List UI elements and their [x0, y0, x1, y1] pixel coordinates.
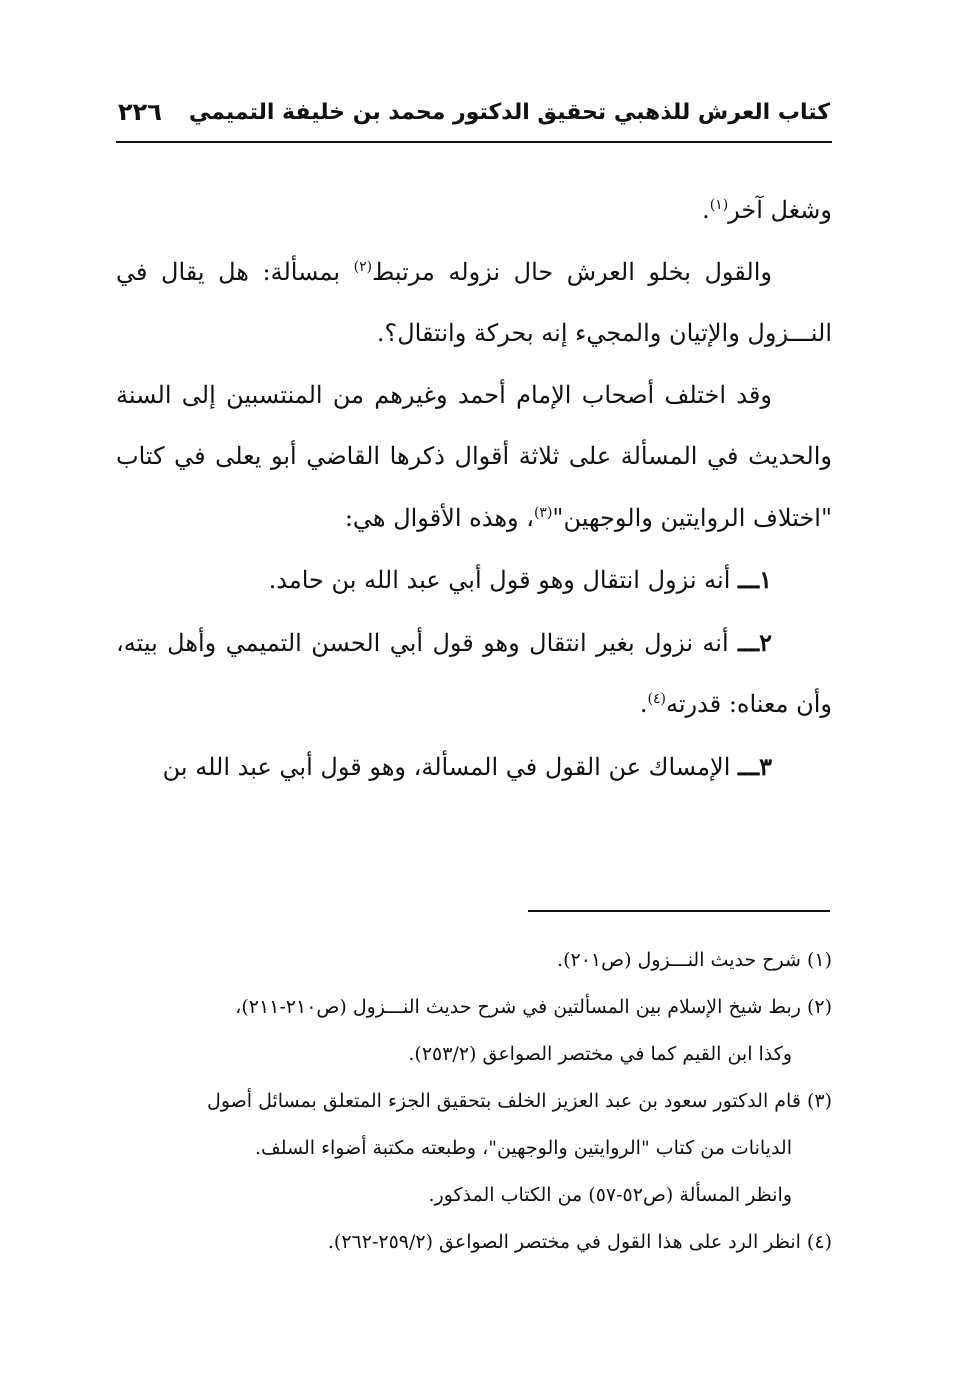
list-item-1-number: ١ـــ	[738, 565, 772, 594]
list-item-3	[116, 736, 832, 799]
list-item-3-text: الإمساك عن القول في المسألة، وهو قول أبي عبد الله بن	[162, 752, 739, 781]
list-item-2-number: ٢ـــ	[738, 627, 772, 657]
paragraph-1	[116, 180, 832, 242]
footnote-1: (١) شرح حديث النـــزول (ص٢٠١).	[557, 949, 832, 971]
paragraph-2	[116, 242, 832, 365]
paragraph-1-text: وشغل آخر	[728, 196, 832, 224]
list-item-2	[116, 612, 832, 736]
footnote-ref-1: (١)	[709, 197, 729, 213]
paragraph-2-text-a: والقول بخلو العرش حال نزوله مرتبط	[372, 257, 773, 286]
page-number: ٢٢٦	[118, 98, 162, 126]
paragraph-3	[116, 365, 832, 550]
list-item-1	[116, 549, 832, 612]
footnote-3: (٣) قام الدكتور سعود بن عبد العزيز الخلف بتحقيق الجزء المتعلق بمسائل أصول	[207, 1090, 832, 1112]
footnote-rule	[528, 910, 830, 912]
list-item-1-text: أنه نزول انتقال وهو قول أبي عبد الله بن حامد.	[268, 566, 739, 594]
running-header	[118, 96, 830, 136]
list-item-3-number: ٣ـــ	[738, 751, 772, 781]
paragraph-1-end: .	[702, 196, 710, 224]
paragraph-2-text-b: بمسألة: هل يقال في النـــزول والإتيان والمجيء إنه بحركة وانتقال؟.	[116, 257, 832, 347]
footnote-4: (٤) انظر الرد على هذا القول في مختصر الصواعق (٢٥٩/٢-٢٦٢).	[327, 1231, 832, 1253]
footnotes	[116, 937, 832, 1266]
header-rule	[116, 141, 832, 143]
footnote-ref-2: (٢)	[353, 258, 373, 275]
footnote-3-continuation-1: الديانات من كتاب "الروايتين والوجهين"، وطبعته مكتبة أضواء السلف.	[255, 1137, 792, 1159]
footnote-ref-4: (٤)	[647, 691, 666, 707]
header-title: كتاب العرش للذهبي تحقيق الدكتور محمد بن خليفة التميمي	[188, 100, 830, 125]
footnote-ref-3: (٣)	[533, 504, 553, 521]
paragraph-3-text-b: ، وهذه الأقوال هي:	[344, 503, 534, 532]
footnote-2-continuation: وكذا ابن القيم كما في مختصر الصواعق (٢٥٣/٢).	[408, 1043, 792, 1065]
footnote-3-continuation-2: وانظر المسألة (ص٥٢-٥٧) من الكتاب المذكور.	[428, 1184, 792, 1206]
main-text	[116, 180, 832, 798]
list-item-2-text: أنه نزول بغير انتقال وهو قول أبي الحسن التميمي وأهل بيته، وأن معناه: قدرته	[116, 628, 832, 718]
list-item-2-end: .	[639, 690, 648, 718]
footnote-2: (٢) ربط شيخ الإسلام بين المسألتين في شرح حديث النـــزول (ص٢١٠-٢١١)،	[235, 996, 832, 1018]
paragraph-3-text-a: وقد اختلف أصحاب الإمام أحمد وغيرهم من المنتسبين إلى السنة والحديث في المسألة على ثلاثة أقوال ذكرها القاضي أبو يعلى في كتاب "اختلاف الروايتين والوجهين"	[116, 380, 832, 532]
